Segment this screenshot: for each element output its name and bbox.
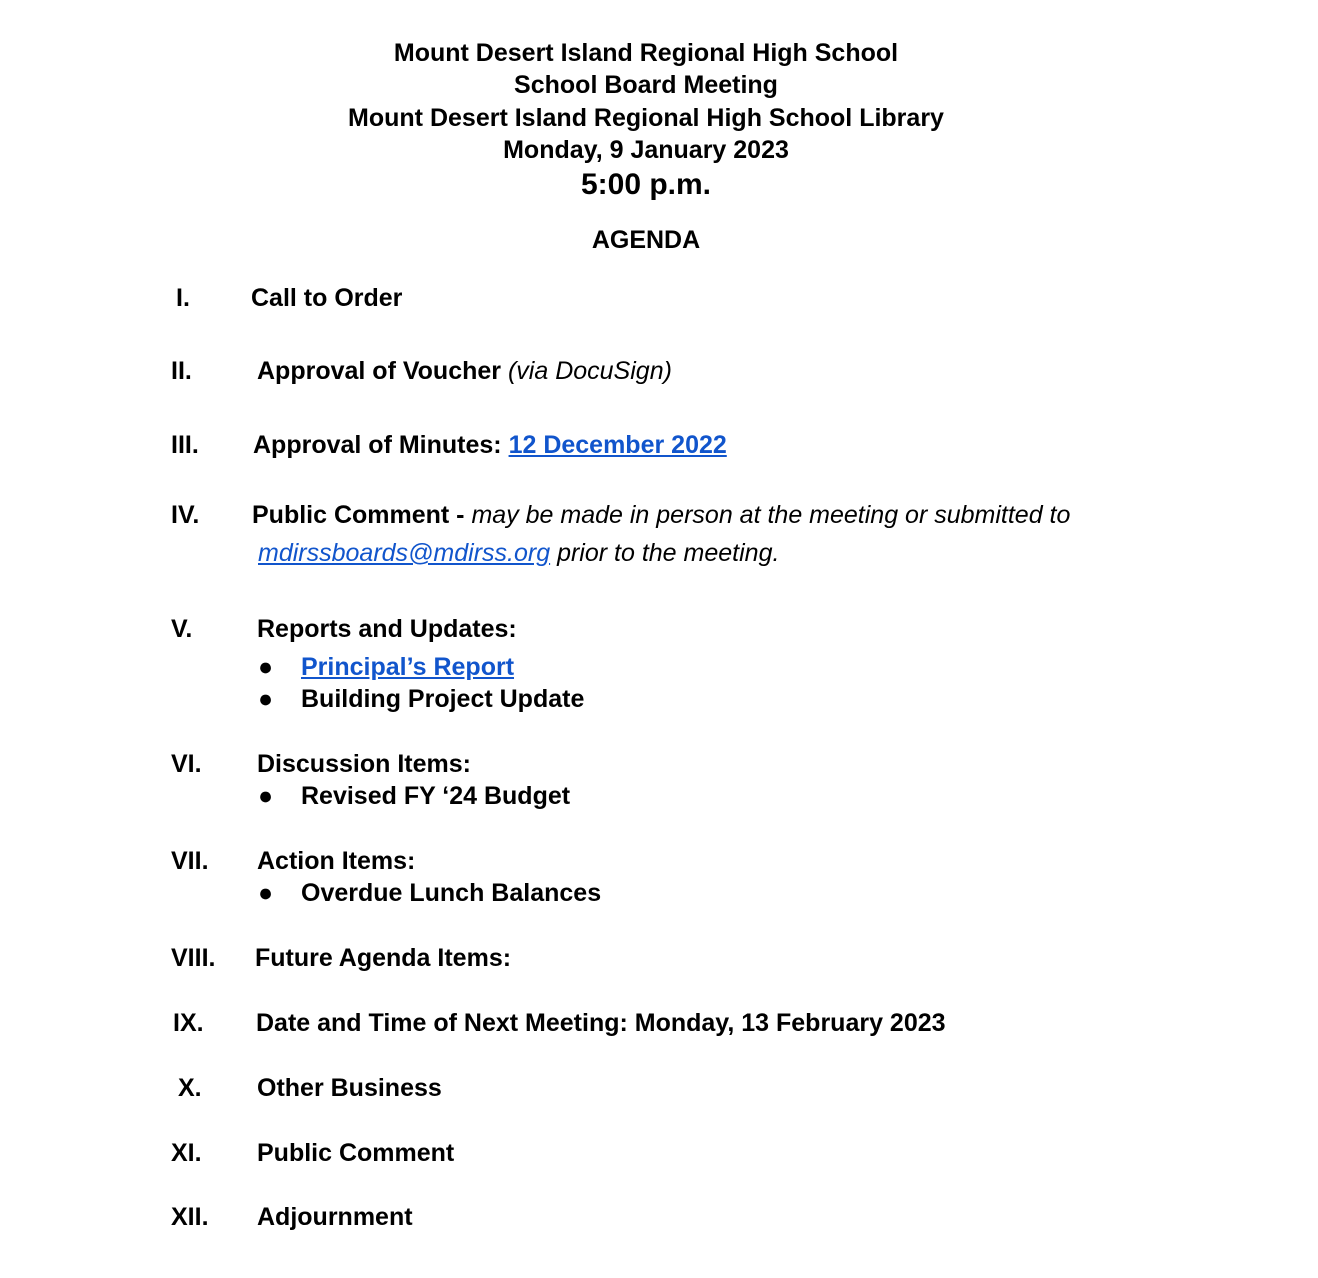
public-comment-note-end: prior to the meeting. [557,539,780,567]
item-adjournment: Adjournment [257,1203,413,1231]
meeting-time: 5:00 p.m. [580,168,712,201]
item-number-ix: IX. [173,1009,204,1037]
voucher-label: Approval of Voucher [257,357,502,385]
public-comment-line2 [258,538,779,568]
item-public-comment-2: Public Comment [257,1139,455,1167]
item-number-iii: III. [171,431,199,459]
agenda-title: AGENDA [591,226,701,254]
item-approval-minutes [253,430,727,460]
bullet-icon: ● [258,879,274,907]
email-link[interactable]: mdirssboards@mdirss.org [258,539,551,567]
item-number-i: I. [176,284,190,312]
revised-budget: Revised FY ‘24 Budget [301,782,571,810]
item-number-iv: IV. [171,501,200,529]
principals-report-link[interactable]: Principal’s Report [301,653,515,681]
item-number-viii: VIII. [171,944,216,972]
item-number-vii: VII. [171,847,209,875]
item-number-xii: XII. [171,1203,209,1231]
item-next-meeting: Date and Time of Next Meeting: Monday, 13 February 2023 [256,1009,946,1037]
minutes-label: Approval of Minutes: [253,431,502,459]
public-comment-note: may be made in person at the meeting or submitted to [471,501,1071,529]
bullet-icon: ● [258,653,274,681]
bullet-icon: ● [258,782,274,810]
item-discussion-items: Discussion Items: [257,750,471,778]
item-public-comment [252,500,1070,530]
item-approval-voucher [257,356,672,386]
item-call-to-order: Call to Order [251,284,403,312]
building-project-update: Building Project Update [301,685,585,713]
item-number-vi: VI. [171,750,202,778]
item-future-agenda: Future Agenda Items: [255,944,512,972]
meeting-title: School Board Meeting [514,71,778,99]
meeting-location: Mount Desert Island Regional High School Library [348,104,944,132]
item-reports-updates: Reports and Updates: [257,615,517,643]
item-number-x: X. [178,1074,202,1102]
overdue-lunch-balances: Overdue Lunch Balances [301,879,602,907]
public-comment-label: Public Comment - [252,501,465,529]
voucher-note: (via DocuSign) [507,357,672,385]
meeting-date: Monday, 9 January 2023 [503,136,789,164]
minutes-link[interactable]: 12 December 2022 [508,431,727,459]
item-number-xi: XI. [171,1139,202,1167]
item-other-business: Other Business [257,1074,442,1102]
item-number-ii: II. [171,357,192,385]
school-name: Mount Desert Island Regional High School [393,39,899,67]
item-action-items: Action Items: [257,847,416,875]
bullet-icon: ● [258,685,274,713]
item-number-v: V. [171,615,193,643]
